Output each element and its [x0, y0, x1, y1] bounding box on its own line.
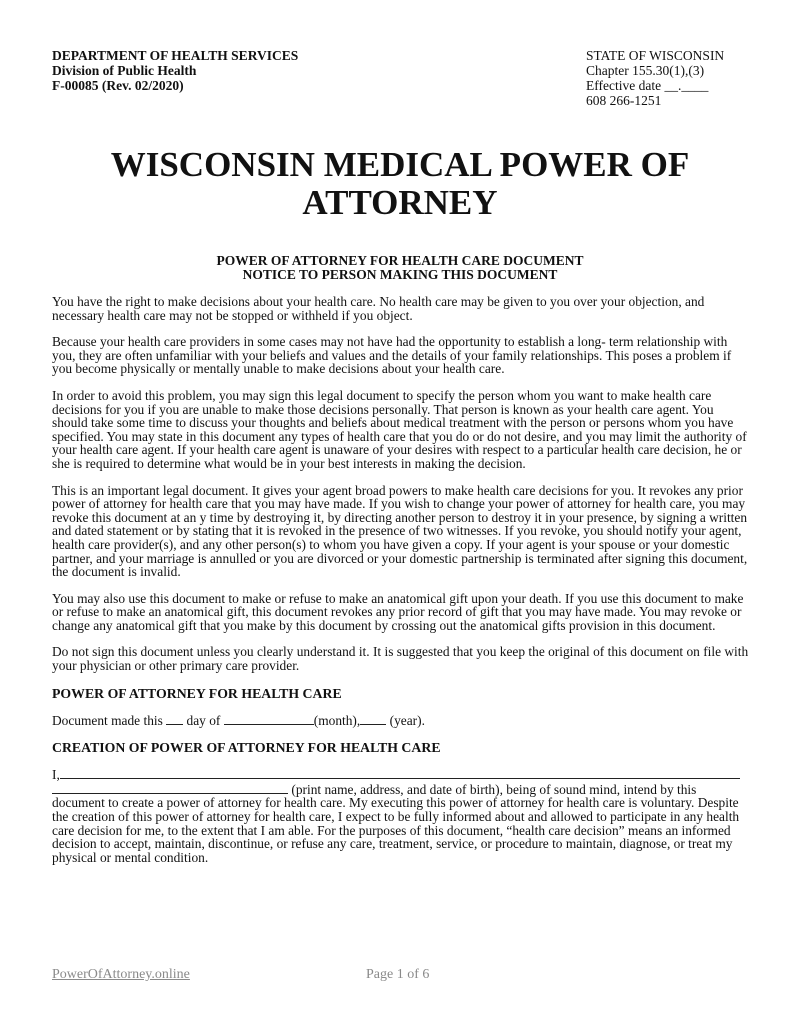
creation-paragraph — [52, 767, 752, 864]
day-field[interactable] — [166, 713, 183, 725]
notice-paragraph-rights: You have the right to make decisions about your health care. No health care may be given to you over your objection, and necessary health care may not be stopped or withheld if you object. — [52, 294, 705, 323]
subtitle-line-2: NOTICE TO PERSON MAKING THIS DOCUMENT — [242, 267, 558, 282]
name-address-field-line-1[interactable] — [60, 767, 740, 779]
footer-page-number: Page 1 of 6 — [366, 967, 430, 982]
header-state-block — [586, 48, 724, 108]
document-body — [52, 295, 752, 864]
doc-made-prefix: Document made this — [52, 712, 163, 728]
section-heading-poa: POWER OF ATTORNEY FOR HEALTH CARE — [52, 685, 342, 701]
creation-text: (print name, address, and date of birth), being of sound mind, intend by this document to create a power of attorney for health care. My executing this power of attorney for health care is voluntary. Despite the creation of this power of attorney for health care, I expect to be fully informed about and allowed to participate in any health care decision for me, to the extent that I am able. For the purposes of this document, “health care decision” means an informed decision to accept, maintain, discontinue, or refuse any care, treatment, service, or procedure to maintain, diagnose, or treat my physical or mental condition. — [52, 781, 740, 865]
name-address-field-line-2[interactable] — [52, 782, 288, 794]
subtitle-line-1: POWER OF ATTORNEY FOR HEALTH CARE DOCUMENT — [216, 253, 584, 268]
doc-made-day-label: day of — [186, 712, 221, 728]
document-subtitle — [0, 254, 800, 282]
notice-paragraph-anatomical-gift: You may also use this document to make or refuse to make an anatomical gift upon your death. If you use this document to make or refuse to make an anatomical gift, this document revokes any prior record of gift that you may have made. You may revoke or change any anatomical gift that you make by this document by crossing out the anatomical gifts provision in this document. — [52, 590, 744, 633]
i-label: I, — [52, 767, 60, 783]
doc-made-year-label: (year). — [389, 712, 425, 728]
notice-paragraph-legal: This is an important legal document. It gives your agent broad powers to make health care decisions for you. It revokes any prior power of attorney for health care that you may have made. If you wish to change your power of attorney for health care, you may revoke this document at an y time by destroying it, by directing another person to destroy it in your presence, by signing a written and dated statement or by stating that it is revoked in the presence of two witnesses. If you revoke, you should notify your agent, health care provider(s), and any other person(s) to whom you have given a copy. If your agent is your spouse or your domestic partner, and your marriage is annulled or you are divorced or your domestic partnership is terminated after signing this document, the document is invalid. — [52, 482, 748, 580]
title-line-2: ATTORNEY — [302, 183, 498, 222]
month-field[interactable] — [224, 713, 314, 725]
notice-paragraph-agent: In order to avoid this problem, you may sign this legal document to specify the person whom you want to make health care decisions for you if you are unable to make those decisions personally. That person is known as your health care agent. You should take some time to discuss your thoughts and beliefs about medical treatment with the person or persons whom you have specified. You may state in this document any types of health care that you do or do not desire, and you may limit the authority of your health care agent. If your health care agent is unaware of your desires with respect to a particular health care decision, he or she is required to determine what would be in your best interests in making the decision. — [52, 387, 747, 471]
title-line-1: WISCONSIN MEDICAL POWER OF — [110, 145, 690, 184]
header-agency-block — [52, 48, 298, 93]
header-department: DEPARTMENT OF HEALTH SERVICES — [52, 48, 299, 63]
header-effective-date: Effective date __.____ — [586, 78, 709, 93]
document-title — [0, 146, 800, 222]
year-field[interactable] — [360, 713, 386, 725]
footer-site-link[interactable]: PowerOfAttorney.online — [52, 967, 190, 982]
doc-made-month-label: (month), — [313, 712, 361, 728]
header-form-number: F-00085 (Rev. 02/2020) — [52, 78, 184, 93]
section-heading-creation: CREATION OF POWER OF ATTORNEY FOR HEALTH CARE — [52, 740, 441, 756]
header-phone: 608 266-1251 — [586, 93, 662, 108]
header-chapter: Chapter 155.30(1),(3) — [586, 63, 705, 78]
header-state: STATE OF WISCONSIN — [586, 48, 725, 63]
notice-paragraph-providers: Because your health care providers in some cases may not have had the opportunity to establish a long- term relationship with you, they are often unfamiliar with your beliefs and values and the details of your family relationships. This poses a problem if you become physically or mentally unable to make decisions about your health care. — [52, 334, 732, 377]
notice-paragraph-signing: Do not sign this document unless you clearly understand it. It is suggested that you keep the original of this document on file with your physician or other primary care provider. — [52, 644, 749, 674]
header-division: Division of Public Health — [52, 63, 197, 78]
document-made-line — [52, 713, 752, 728]
